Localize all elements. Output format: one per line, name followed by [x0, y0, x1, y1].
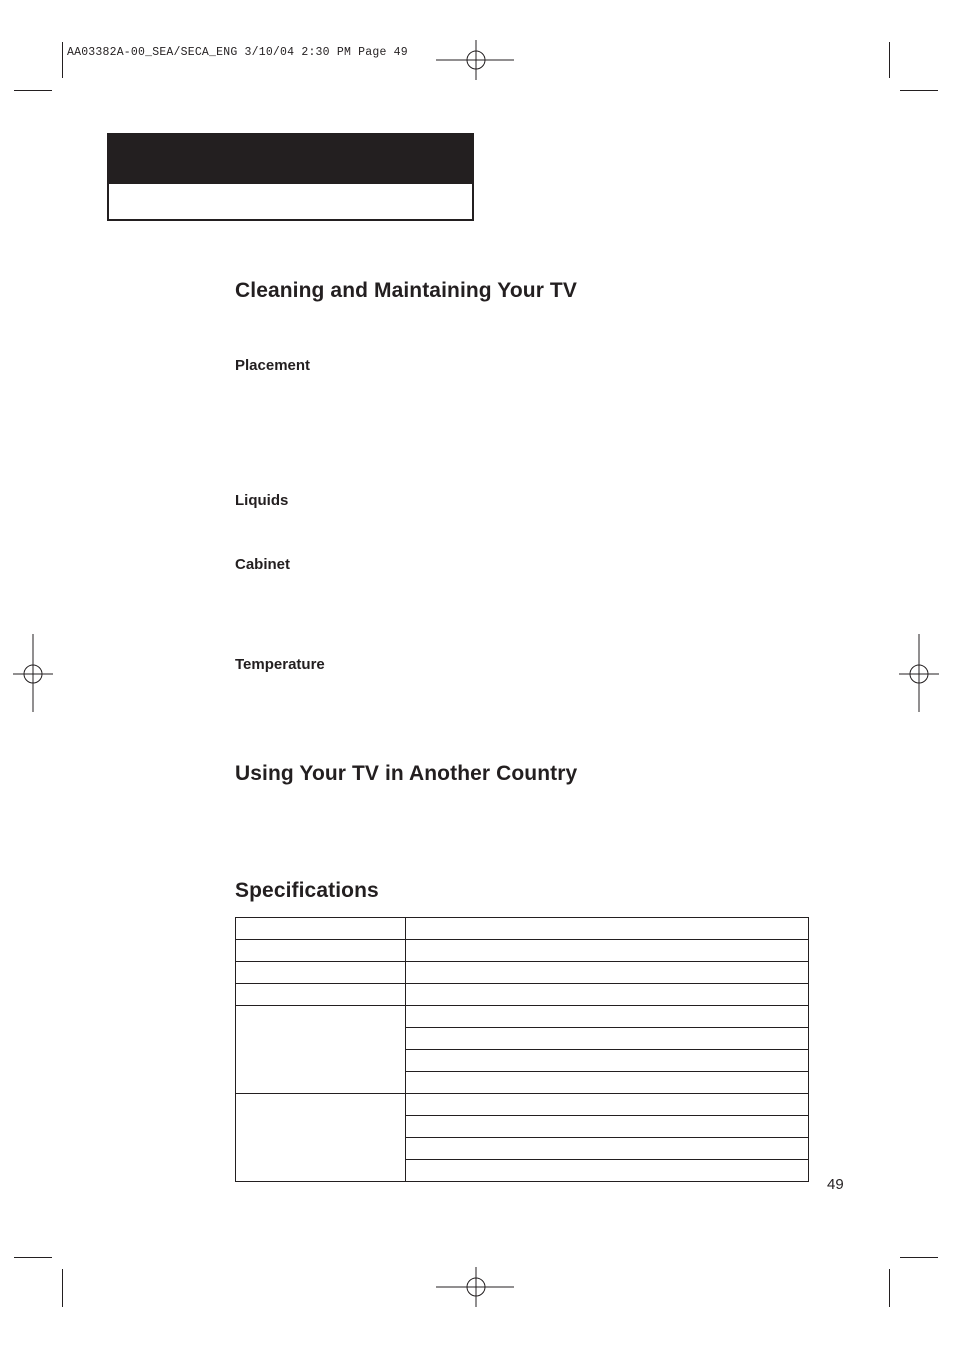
table-row — [236, 940, 809, 962]
subheading-placement: Placement — [235, 357, 311, 374]
registration-mark-top — [436, 40, 516, 80]
registration-mark-left — [13, 634, 53, 714]
heading-specifications: Specifications — [235, 879, 379, 902]
table-row — [236, 962, 809, 984]
table-row — [236, 1094, 809, 1116]
registration-mark-right — [899, 634, 939, 714]
specifications-table — [235, 917, 809, 1182]
page-number: 49 — [827, 1176, 844, 1193]
subheading-liquids: Liquids — [235, 492, 289, 509]
table-row — [236, 984, 809, 1006]
table-row — [236, 918, 809, 940]
subheading-cabinet: Cabinet — [235, 556, 291, 573]
print-slug: AA03382A-00_SEA/SECA_ENG 3/10/04 2:30 PM Page 49 — [67, 46, 408, 59]
subheading-temperature: Temperature — [235, 656, 325, 673]
heading-another-country: Using Your TV in Another Country — [235, 762, 578, 785]
table-row — [236, 1006, 809, 1028]
heading-cleaning: Cleaning and Maintaining Your TV — [235, 279, 577, 302]
chapter-header-box — [107, 133, 474, 221]
registration-mark-bottom — [436, 1267, 516, 1307]
chapter-header-band — [109, 135, 472, 184]
